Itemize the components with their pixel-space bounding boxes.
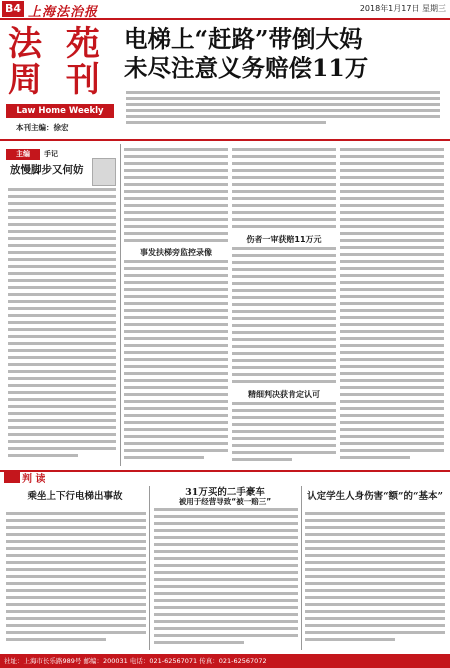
sidebar-text-block (8, 188, 116, 464)
article-column-2 (232, 148, 336, 466)
headline-line2: 未尽注意义务赔偿11万 (124, 54, 369, 82)
bottom-article-2-subtitle: 被用于经营导致“被一赔三” (178, 497, 272, 506)
gavel-icon (4, 471, 20, 483)
column-title-line2: 周 刊 (8, 60, 106, 100)
column-english-name: Law Home Weekly (6, 104, 114, 118)
section-label: 判 读 (22, 474, 46, 485)
column-title-line1: 法 苑 (8, 24, 106, 64)
article-column-3 (340, 148, 444, 466)
bottom-article-3-body (305, 512, 445, 650)
author-portrait (92, 158, 116, 186)
issue-date: 2018年1月17日 星期三 (359, 4, 446, 13)
bottom-article-2-body (154, 508, 298, 650)
bottom-article-2-title: 31万买的二手豪车 (185, 487, 265, 498)
sidebar-tag: 主编 (6, 149, 40, 160)
headline (124, 25, 444, 83)
lede-text-block (124, 90, 442, 128)
paper-name: 上海法治报 (28, 5, 99, 20)
header-rule (0, 139, 450, 141)
sidebar-divider (120, 144, 121, 466)
article-heading-closing: 精细判决获肯定认可 (248, 390, 320, 399)
bottom-article-3-title: 认定学生人身伤害“额”的“基本” (307, 491, 443, 502)
bottom-divider-1 (149, 486, 150, 650)
column-title (8, 26, 108, 98)
article-column-1 (124, 148, 228, 466)
footer: 社址：上海市长乐路989号 邮编：200031 电话：021-62567071 传真：021-62567072 (0, 654, 450, 668)
column-editor: 本刊主编：徐宏 (16, 123, 69, 132)
sidebar-title: 放慢脚步又何妨 (10, 164, 84, 176)
sidebar-tag-suffix: 手记 (44, 150, 58, 158)
article-heading-left: 事发扶梯旁监控录像 (140, 248, 212, 257)
bottom-article-1-title: 乘坐上下行电梯出事故 (27, 491, 123, 502)
article-heading-right: 伤者一审获赔11万元 (246, 235, 322, 244)
bottom-article-1-body (6, 512, 146, 650)
page-number: B4 (2, 1, 24, 17)
bottom-divider-2 (301, 486, 302, 650)
headline-line1: 电梯上“赶路”带倒大妈 (124, 25, 363, 53)
